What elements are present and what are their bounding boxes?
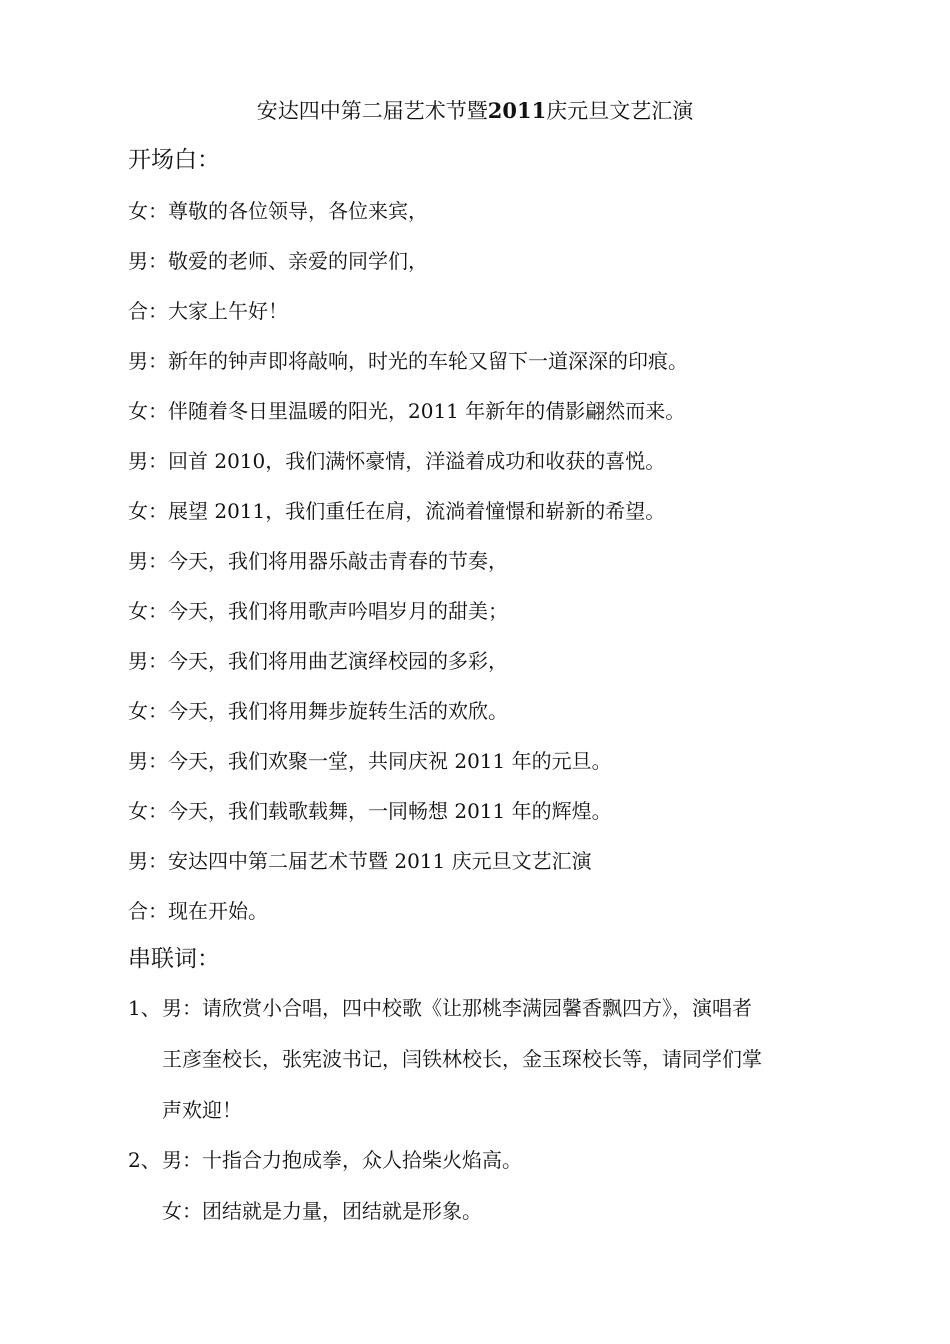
opening-line: 女：今天，我们将用歌声吟唱岁月的甜美； xyxy=(128,599,508,623)
opening-line: 女：尊敬的各位领导，各位来宾， xyxy=(128,199,428,223)
item-number: 2、 xyxy=(128,1148,161,1172)
opening-line: 男：敬爱的老师、亲爱的同学们， xyxy=(128,249,428,273)
opening-line: 女：今天，我们将用舞步旋转生活的欢欣。 xyxy=(128,699,508,723)
section-heading-opening: 开场白： xyxy=(128,147,220,173)
item-body xyxy=(162,1135,828,1237)
item-line: 男：请欣赏小合唱，四中校歌《让那桃李满园馨香飘四方》，演唱者 xyxy=(162,996,752,1020)
opening-line: 合：大家上午好！ xyxy=(128,299,288,323)
opening-line: 女：今天，我们载歌载舞，一同畅想 2011 年的辉煌。 xyxy=(128,799,612,823)
opening-line: 男：安达四中第二届艺术节暨 2011 庆元旦文艺汇演 xyxy=(128,849,592,873)
item-line: 王彦奎校长，张宪波书记，闫铁林校长，金玉琛校长等，请同学们掌 xyxy=(162,1047,762,1071)
opening-line: 女：展望 2011，我们重任在肩，流淌着憧憬和崭新的希望。 xyxy=(128,499,666,523)
item-number: 1、 xyxy=(128,996,161,1020)
title-suffix: 庆元旦文艺汇演 xyxy=(546,99,694,123)
item-body xyxy=(162,983,828,1136)
title-prefix: 安达四中第二届艺术节暨 xyxy=(256,99,488,123)
item-line: 声欢迎！ xyxy=(162,1098,242,1122)
item-line: 女：团结就是力量，团结就是形象。 xyxy=(162,1199,482,1223)
title-year: 2011 xyxy=(487,98,547,123)
opening-line: 合：现在开始。 xyxy=(128,899,268,923)
opening-line: 女：伴随着冬日里温暖的阳光，2011 年新年的倩影翩然而来。 xyxy=(128,399,686,423)
opening-line: 男：新年的钟声即将敲响，时光的车轮又留下一道深深的印痕。 xyxy=(128,349,688,373)
opening-line: 男：回首 2010，我们满怀豪情，洋溢着成功和收获的喜悦。 xyxy=(128,449,666,473)
opening-line: 男：今天，我们欢聚一堂，共同庆祝 2011 年的元旦。 xyxy=(128,749,612,773)
document-title xyxy=(0,94,950,128)
section-heading-links: 串联词： xyxy=(128,946,220,972)
opening-line: 男：今天，我们将用曲艺演绎校园的多彩， xyxy=(128,649,508,673)
item-line: 男：十指合力抱成拳，众人拾柴火焰高。 xyxy=(162,1148,522,1172)
opening-line: 男：今天，我们将用器乐敲击青春的节奏， xyxy=(128,549,508,573)
